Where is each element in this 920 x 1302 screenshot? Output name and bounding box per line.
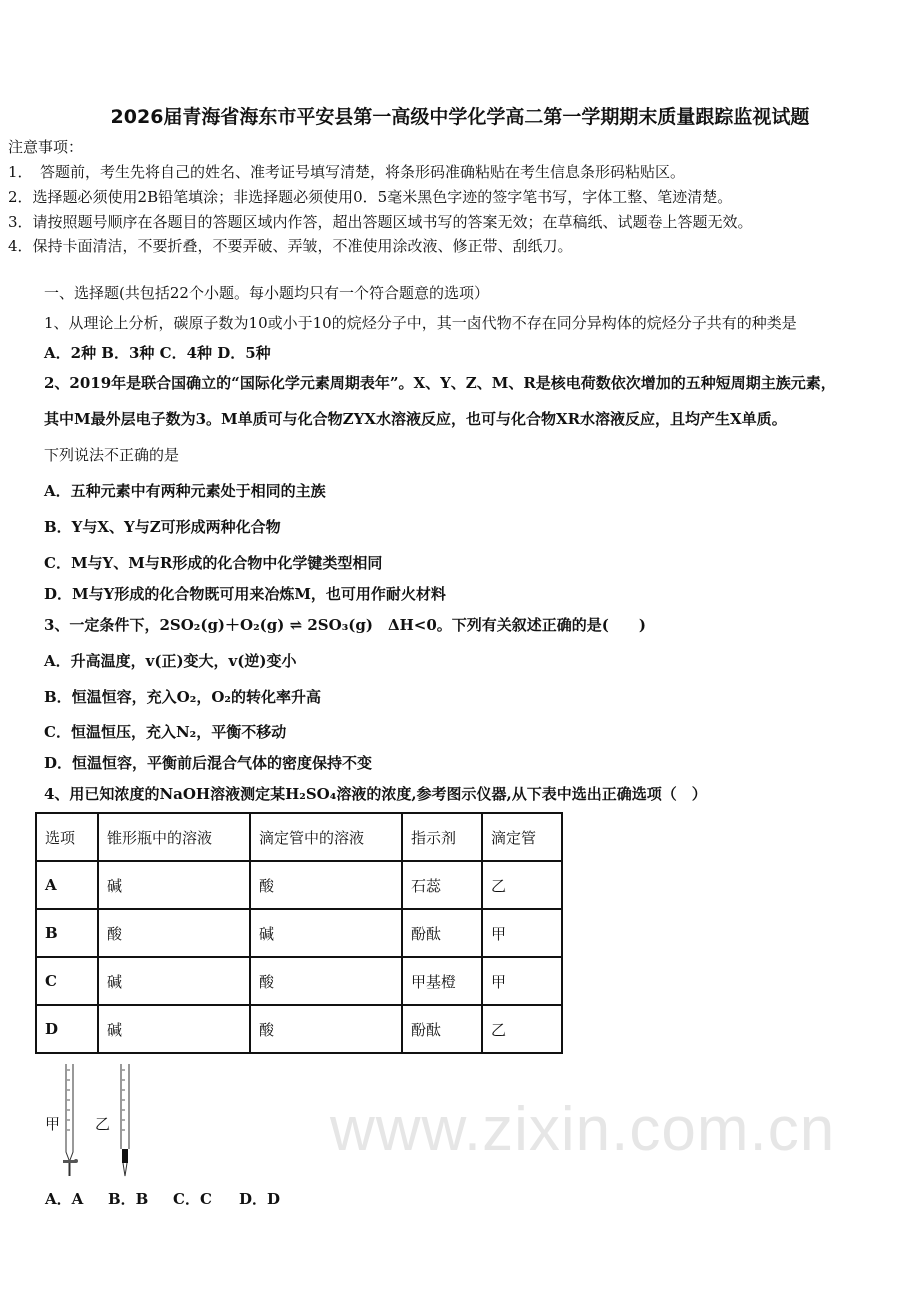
table-cell: 乙 [482, 1005, 562, 1053]
table-cell: 酸 [250, 957, 402, 1005]
question-2-option-d: D．M与Y形成的化合物既可用来冶炼M，也可用作耐火材料 [44, 585, 446, 603]
question-3-option-c: C．恒温恒压，充入N₂，平衡不移动 [44, 723, 287, 741]
note-item: 3．请按照题号顺序在各题目的答题区域内作答，超出答题区域书写的答案无效；在草稿纸、试题卷上答题无效。 [8, 213, 753, 231]
acid-burette-icon [60, 1064, 80, 1182]
table-row [36, 1005, 562, 1053]
table-cell: A [36, 861, 98, 909]
question-2-stem: 下列说法不正确的是 [44, 446, 180, 464]
question-4-option-a: A．A [45, 1190, 84, 1208]
table-cell: 碱 [98, 861, 250, 909]
options-table [35, 812, 563, 1054]
question-4-stem: 4、用已知浓度的NaOH溶液测定某H₂SO₄溶液的浓度,参考图示仪器,从下表中选出正确选项（ ） [44, 785, 707, 803]
question-2-stem: 2、2019年是联合国确立的“国际化学元素周期表年”。X、Y、Z、M、R是核电荷数依次增加的五种短周期主族元素， [44, 374, 836, 392]
question-2-option-b: B．Y与X、Y与Z可形成两种化合物 [44, 518, 281, 536]
burette-label-yi: 乙 [95, 1115, 111, 1133]
table-cell: 乙 [482, 861, 562, 909]
table-cell: 酚酞 [402, 1005, 482, 1053]
table-cell: 甲 [482, 957, 562, 1005]
notes-heading: 注意事项： [8, 138, 84, 156]
table-cell: 酚酞 [402, 909, 482, 957]
question-4-option-d: D．D [239, 1190, 281, 1208]
table-row [36, 861, 562, 909]
table-cell: 石蕊 [402, 861, 482, 909]
table-header: 锥形瓶中的溶液 [98, 813, 250, 861]
table-cell: 酸 [250, 1005, 402, 1053]
table-header-row [36, 813, 562, 861]
section-heading: 一、选择题(共包括22个小题。每小题均只有一个符合题意的选项） [44, 284, 489, 302]
question-4-option-c: C．C [173, 1190, 212, 1208]
table-cell: 碱 [98, 957, 250, 1005]
table-cell: C [36, 957, 98, 1005]
note-item: 1． 答题前，考生先将自己的姓名、准考证号填写清楚，将条形码准确粘贴在考生信息条形码粘贴区。 [8, 163, 686, 181]
question-3-stem: 3、一定条件下，2SO₂(g)＋O₂(g) ⇌ 2SO₃(g) ΔH<0。下列有关叙述正确的是( ) [44, 616, 646, 634]
question-1-stem: 1、从理论上分析，碳原子数为10或小于10的烷烃分子中，其一卤代物不存在同分异构体的烷烃分子共有的种类是 [44, 314, 797, 332]
table-header: 选项 [36, 813, 98, 861]
table-cell: 甲 [482, 909, 562, 957]
question-2-stem: 其中M最外层电子数为3。M单质可与化合物ZYX水溶液反应，也可与化合物XR水溶液反应，且均产生X单质。 [44, 410, 787, 428]
table-cell: 碱 [250, 909, 402, 957]
burette-label-jia: 甲 [45, 1115, 61, 1133]
table-cell: B [36, 909, 98, 957]
question-2-option-c: C．M与Y、M与R形成的化合物中化学键类型相同 [44, 554, 383, 572]
table-cell: 甲基橙 [402, 957, 482, 1005]
table-cell: 酸 [250, 861, 402, 909]
table-cell: D [36, 1005, 98, 1053]
table-header: 滴定管 [482, 813, 562, 861]
table-cell: 碱 [98, 1005, 250, 1053]
table-cell: 酸 [98, 909, 250, 957]
table-row [36, 957, 562, 1005]
table-row [36, 909, 562, 957]
table-header: 指示剂 [402, 813, 482, 861]
note-item: 4．保持卡面清洁，不要折叠，不要弄破、弄皱，不准使用涂改液、修正带、刮纸刀。 [8, 237, 573, 255]
question-2-option-a: A．五种元素中有两种元素处于相同的主族 [44, 482, 326, 500]
base-burette-icon [116, 1064, 136, 1182]
question-3-option-b: B．恒温恒容，充入O₂，O₂的转化率升高 [44, 688, 321, 706]
question-3-option-d: D．恒温恒容，平衡前后混合气体的密度保持不变 [44, 754, 373, 772]
note-item: 2．选择题必须使用2B铅笔填涂；非选择题必须使用0．5毫米黑色字迹的签字笔书写，字体工整、笔迹清楚。 [8, 188, 733, 206]
question-4-option-b: B．B [108, 1190, 149, 1208]
table-header: 滴定管中的溶液 [250, 813, 402, 861]
watermark: www.zixin.com.cn [330, 1095, 836, 1164]
page-title: 2026届青海省海东市平安县第一高级中学化学高二第一学期期末质量跟踪监视试题 [110, 106, 810, 128]
question-1-options: A．2种 B．3种 C．4种 D．5种 [44, 344, 271, 362]
question-3-option-a: A．升高温度，v(正)变大，v(逆)变小 [44, 652, 297, 670]
